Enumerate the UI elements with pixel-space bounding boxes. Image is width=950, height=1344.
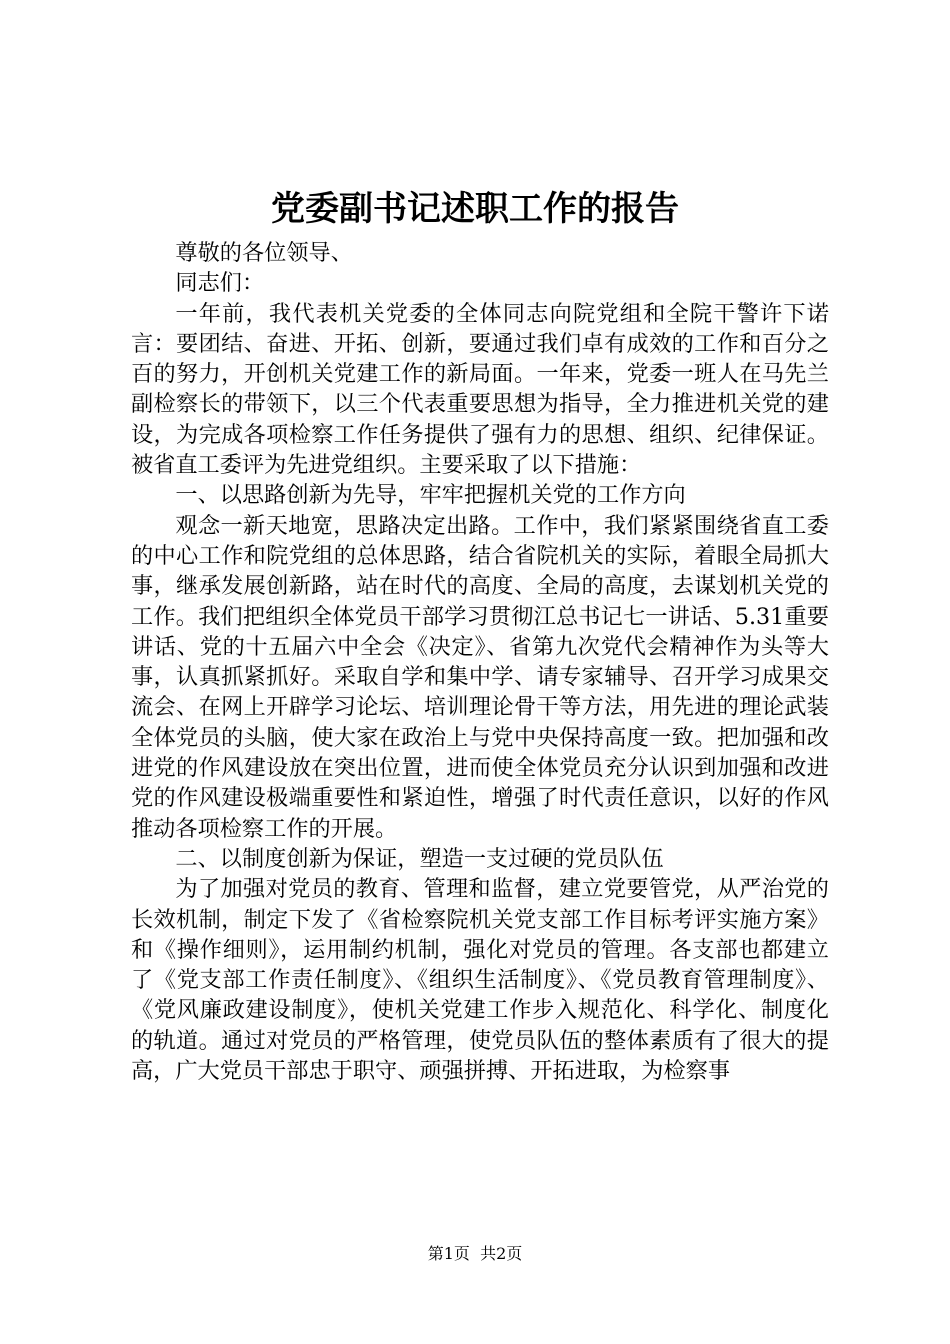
section-heading-1: 一、以思路创新为先导，牢牢把握机关党的工作方向 — [175, 482, 686, 509]
paragraph-section-1: 观念一新天地宽，思路决定出路。工作中，我们紧紧围绕省直工委的中心工作和院党组的总体思路，结合省院机关的实际，着眼全局抓大事，继承发展创新路，站在时代的高度、全局的高度，去谋划机关党的工作。我们把组织全体党员干部学习贯彻江总书记七一讲话、5.31重要讲话、党的十五届六中全会《决定》、省第九次党代会精神作为头等大事，认真抓紧抓好。采取自学和集中学、请专家辅导、召开学习成果交流会、在网上开辟学习论坛、培训理论骨干等方法，用先进的理论武装全体党员的头脑，使大家在政治上与党中央保持高度一致。把加强和改进党的作风建设放在突出位置，进而使全体党员充分认识到加强和改进党的作风建设极端重要性和紧迫性，增强了时代责任意识，以好的作风推动各项检察工作的开展。 — [131, 512, 829, 842]
section-heading-2: 二、以制度创新为保证，塑造一支过硬的党员队伍 — [175, 845, 664, 872]
document-title: 党委副书记述职工作的报告 — [271, 189, 679, 229]
page-number: 第1页 — [427, 1244, 470, 1263]
paragraph-section-2: 为了加强对党员的教育、管理和监督，建立党要管党，从严治党的长效机制，制定下发了《省检察院机关党支部工作目标考评实施方案》和《操作细则》，运用制约机制，强化对党员的管理。各支部也都建立了《党支部工作责任制度》、《组织生活制度》、《党员教育管理制度》、《党风廉政建设制度》，使机关党建工作步入规范化、科学化、制度化的轨道。通过对党员的严格管理，使党员队伍的整体素质有了很大的提高，广大党员干部忠于职守、顽强拼搏、开拓进取，为检察事 — [131, 876, 829, 1085]
page-footer — [0, 1244, 950, 1264]
document-body — [131, 238, 829, 1086]
salutation-line-2: 同志们： — [175, 270, 265, 297]
salutation-line-1: 尊敬的各位领导、 — [175, 240, 353, 266]
paragraph-intro: 一年前，我代表机关党委的全体同志向院党组和全院干警许下诺言：要团结、奋进、开拓、创新，要通过我们卓有成效的工作和百分之百的努力，开创机关党建工作的新局面。一年来，党委一班人在马先兰副检察长的带领下，以三个代表重要思想为指导，全力推进机关党的建设，为完成各项检察工作任务提供了强有力的思想、组织、纪律保证。被省直工委评为先进党组织。主要采取了以下措施： — [131, 300, 829, 479]
page-total: 共2页 — [480, 1244, 523, 1263]
